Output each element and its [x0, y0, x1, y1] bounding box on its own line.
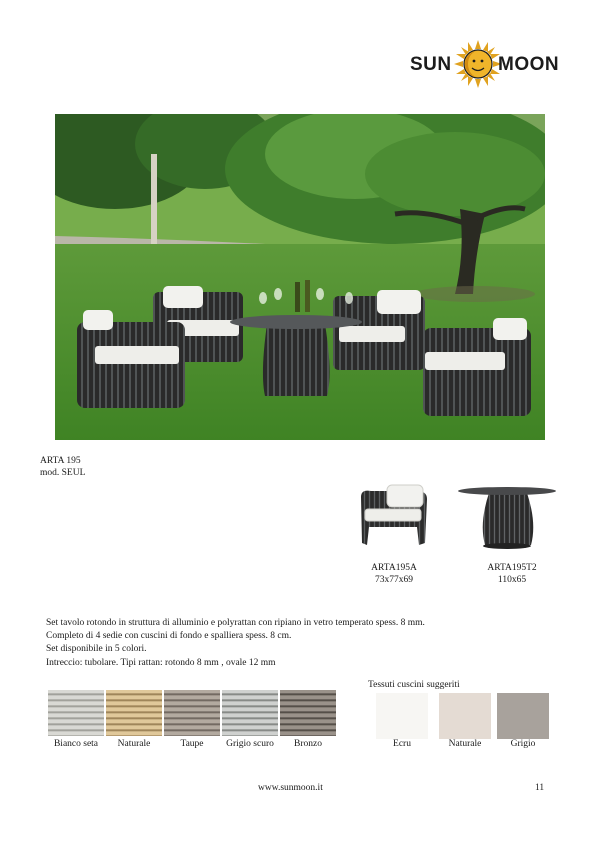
fabric-swatch	[376, 693, 428, 739]
footer-url[interactable]: www.sunmoon.it	[258, 783, 323, 793]
fabric-swatch	[439, 693, 491, 739]
description-line: Completo di 4 sedie con cuscini di fondo e spalliera spess. 8 cm.	[46, 631, 292, 642]
item-code: ARTA195A	[371, 563, 417, 573]
sun-moon-emblem-icon	[454, 40, 502, 88]
logo-sun-text: SUN	[410, 54, 452, 75]
rattan-color-label: Bronzo	[294, 739, 322, 749]
description-line: Intreccio: tubolare. Tipi rattan: rotondo 8 mm , ovale 12 mm	[46, 657, 276, 668]
rattan-color-swatch	[280, 690, 336, 736]
product-description	[46, 617, 566, 670]
item-size: 110x65	[497, 575, 527, 585]
fabric-label: Grigio	[510, 739, 536, 749]
fabric-label: Naturale	[448, 739, 482, 749]
rattan-color-label: Grigio scuro	[226, 739, 274, 749]
page-number: 11	[535, 783, 545, 793]
rattan-color-swatch	[164, 690, 220, 736]
rattan-color-label: Naturale	[117, 739, 151, 749]
rattan-color-swatch	[48, 690, 104, 736]
rattan-color-swatch	[106, 690, 162, 736]
rattan-color-swatch	[222, 690, 278, 736]
item-size: 73x77x69	[375, 575, 413, 585]
rattan-color-label: Bianco seta	[53, 739, 99, 749]
item-table	[470, 562, 554, 586]
rattan-color-label: Taupe	[180, 739, 204, 749]
fabrics-title: Tessuti cuscini suggeriti	[368, 680, 460, 690]
logo-moon-text: MOON	[498, 54, 560, 75]
description-line: Set disponibile in 5 colori.	[46, 644, 147, 655]
product-caption	[40, 455, 85, 479]
product-code: ARTA 195	[40, 456, 81, 466]
item-chair	[358, 562, 430, 586]
chair-thumbnail	[357, 483, 431, 549]
table-thumbnail	[457, 483, 557, 551]
product-model: mod. SEUL	[40, 468, 86, 478]
fabric-label: Ecru	[393, 739, 411, 749]
fabric-swatch	[497, 693, 549, 739]
product-photo	[55, 114, 545, 440]
description-line: Set tavolo rotondo in struttura di alluminio e polyrattan con ripiano in vetro temperato spess. 8 mm.	[46, 618, 425, 628]
brand-logo	[410, 40, 560, 92]
item-code: ARTA195T2	[487, 563, 537, 573]
